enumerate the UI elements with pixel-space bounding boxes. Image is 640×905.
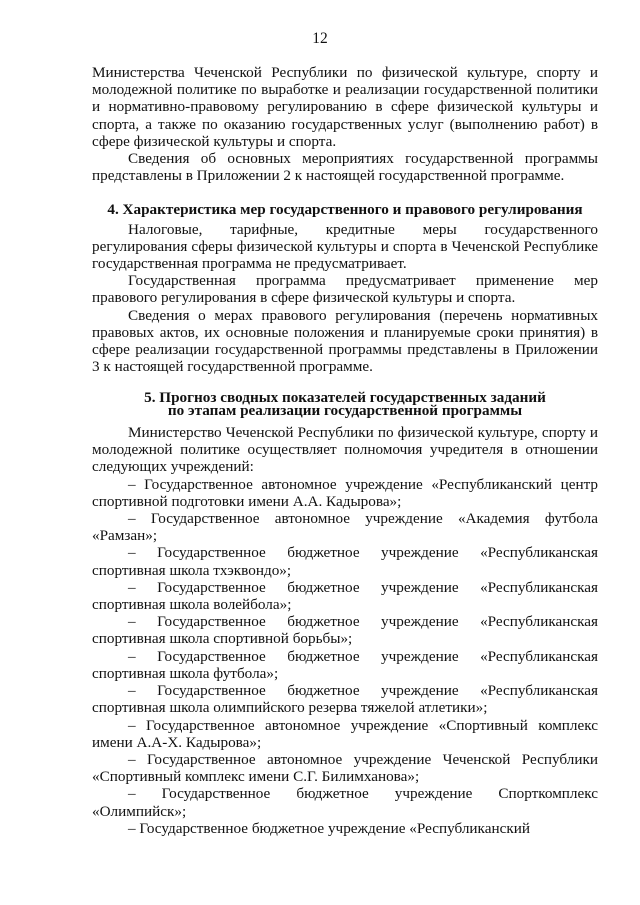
section-4-heading: 4. Характеристика мер государственного и правового регулирования	[107, 201, 583, 219]
paragraph-appendix-2: Сведения об основных мероприятиях государственной программы представлены в Приложении 2 к настоящей государственной программе.	[92, 150, 598, 185]
section-4-paragraph: Государственная программа предусматривает применение мер правового регулирования в сфере физической культуры и спорта.	[92, 272, 598, 307]
list-item: – Государственное бюджетное учреждение «Республиканская спортивная школа олимпийского резерва тяжелой атлетики»;	[92, 682, 598, 717]
list-item: – Государственное бюджетное учреждение Спорткомплекс «Олимпийск»;	[92, 785, 598, 820]
list-item: – Государственное автономное учреждение «Спортивный комплекс имени А.А-Х. Кадырова»;	[92, 716, 598, 751]
section-4-paragraph: Налоговые, тарифные, кредитные меры государственного регулирования сферы физической культуры и спорта в Чеченской Республике государственная программа не предусматривает.	[92, 220, 598, 273]
institution-list	[92, 476, 598, 837]
list-item: – Государственное бюджетное учреждение «Республиканский	[128, 819, 530, 837]
list-item: – Государственное автономное учреждение Чеченской Республики «Спортивный комплекс имени С.Г. Билимханова»;	[92, 750, 598, 786]
section-5-heading-line: 5. Прогноз сводных показателей государственных заданий	[144, 389, 546, 407]
page-content	[92, 64, 598, 837]
section-5-intro: Министерство Чеченской Республики по физической культуре, спорту и молодежной политике осуществляет полномочия учредителя в отношении следующих учреждений:	[92, 424, 598, 476]
list-item: – Государственное бюджетное учреждение «Республиканская спортивная школа волейбола»;	[92, 578, 598, 614]
section-5-heading-line: по этапам реализации государственной программы	[167, 402, 523, 420]
section-4-paragraph: Сведения о мерах правового регулирования (перечень нормативных правовых актов, их основные положения и планируемые сроки принятия) в сфере реализации государственной программы представлены в Приложении 3 к настоящей государственной программе.	[92, 306, 598, 376]
list-item: – Государственное бюджетное учреждение «Республиканская спортивная школа спортивной борьбы»;	[92, 613, 598, 648]
section-5-heading	[92, 389, 598, 420]
list-item: – Государственное бюджетное учреждение «Республиканская спортивная школа тхэквондо»;	[92, 544, 598, 579]
list-item: – Государственное автономное учреждение «Академия футбола «Рамзан»;	[92, 510, 598, 545]
list-item: – Государственное бюджетное учреждение «Республиканская спортивная школа футбола»;	[92, 647, 598, 682]
list-item: – Государственное автономное учреждение «Республиканский центр спортивной подготовки имени А.А. Кадырова»;	[92, 475, 598, 510]
paragraph-continuation: Министерства Чеченской Республики по физической культуре, спорту и молодежной политике по выработке и реализации государственной политики и нормативно-правовому регулированию в сфере физической культуры и спорта, а также по оказанию государственных услуг (выполнению работ) в сфере физической культуры и спорта.	[92, 64, 598, 150]
page-number: 12	[312, 30, 328, 47]
